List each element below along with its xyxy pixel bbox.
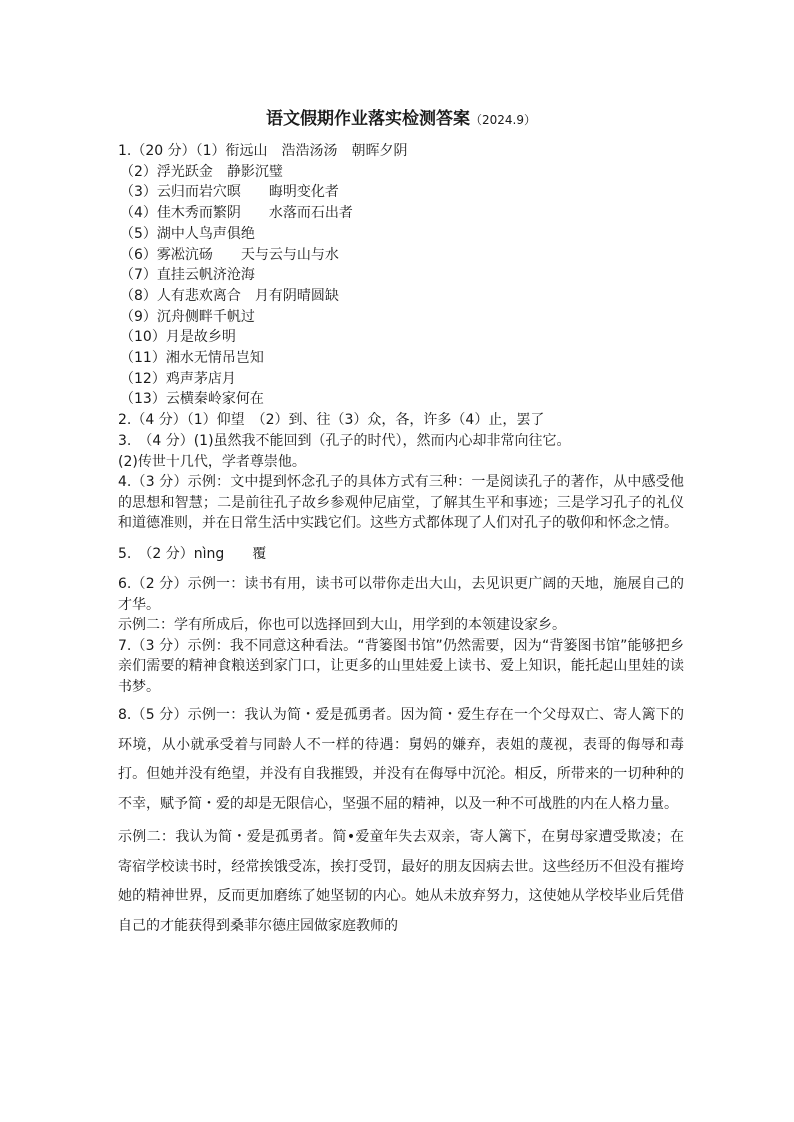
q8-example-2: 示例二：我认为简・爱是孤勇者。简•爱童年失去双亲，寄人篱下，在舅母家遭受欺凌；在寄宿学校读书时，经常挨饿受冻，挨打受罚，最好的朋友因病去世。这些经历不但没有摧垮她的精神世界，反而更加磨练了她坚韧的内心。她从未放弃努力，这使她从学校毕业后凭借自己的才能获得到桑菲尔德庄园做家庭教师的 [118, 829, 684, 934]
question-2: 2.（4 分）（1）仰望 （2）到、往（3）众，各，许多（4）止，罢了 [118, 412, 545, 429]
title-date: （2024.9） [470, 113, 536, 127]
document-title [118, 108, 684, 131]
q1-item: （10）月是故乡明 [120, 329, 236, 346]
q1-item: （7）直挂云帆济沧海 [120, 267, 255, 284]
q3-line-1: 3. （4 分）(1)虽然我不能回到（孔子的时代），然而内心却非常向往它。 [118, 432, 571, 449]
q6-example-1: 6.（2 分）示例一：读书有用，读书可以带你走出大山，去见识更广阔的天地，施展自己的才华。 [118, 576, 684, 613]
question-7: 7.（3 分）示例：我不同意这种看法。“背篓图书馆”仍然需要，因为“背篓图书馆”能够把乡亲们需要的精神食粮送到家门口，让更多的山里娃爱上读书、爱上知识，能托起山里娃的读书梦。 [118, 637, 684, 695]
q8-example-1: 8.（5 分）示例一：我认为简・爱是孤勇者。因为简・爱生存在一个父母双亡、寄人篱下的环境，从小就承受着与同龄人不一样的待遇：舅妈的嫌弃，表姐的蔑视，表哥的侮辱和毒打。但她并没有绝望，并没有自我摧毁，并没有在侮辱中沉沦。相反，所带来的一切种种的不幸，赋予简・爱的却是无限信心，坚强不屈的精神，以及一种不可战胜的内在人格力量。 [118, 707, 684, 812]
question-6 [118, 574, 684, 636]
q1-item: （13）云横秦岭家何在 [120, 391, 264, 408]
q1-item: （8）人有悲欢离合 月有阴晴圆缺 [120, 287, 339, 304]
q1-item: （6）雾凇沆砀 天与云与山与水 [120, 246, 339, 263]
question-8 [118, 701, 684, 941]
q3-line-2: (2)传世十几代，学者尊崇他。 [118, 453, 306, 470]
q1-item: （4）佳木秀而繁阴 水落而石出者 [120, 205, 353, 222]
q6-example-2: 示例二：学有所成后，你也可以选择回到大山，用学到的本领建设家乡。 [118, 617, 566, 634]
q1-item: （3）云归而岩穴暝 晦明变化者 [120, 184, 339, 201]
question-4: 4.（3 分）示例：文中提到怀念孔子的具体方式有三种：一是阅读孔子的著作，从中感受他的思想和智慧；二是前往孔子故乡参观仲尼庙堂，了解其生平和事迹；三是学习孔子的礼仪和道德准则，并在日常生活中实践它们。这些方式都体现了人们对孔子的敬仰和怀念之情。 [118, 474, 684, 532]
q1-item: （5）湖中人鸟声俱绝 [120, 225, 255, 242]
question-1 [118, 141, 684, 410]
q1-item: （11）湘水无情吊岂知 [120, 350, 264, 367]
q1-item: （12）鸡声茅店月 [120, 370, 236, 387]
title-text: 语文假期作业落实检测答案 [266, 109, 470, 129]
q1-first-line: 1.（20 分）（1）衔远山 浩浩汤汤 朝晖夕阴 [118, 143, 408, 159]
question-3 [118, 431, 684, 472]
question-5: 5. （2 分）nìng 覆 [118, 545, 267, 562]
q1-item: （2）浮光跃金 静影沉璧 [120, 163, 283, 180]
q1-item: （9）沉舟侧畔千帆过 [120, 308, 255, 325]
